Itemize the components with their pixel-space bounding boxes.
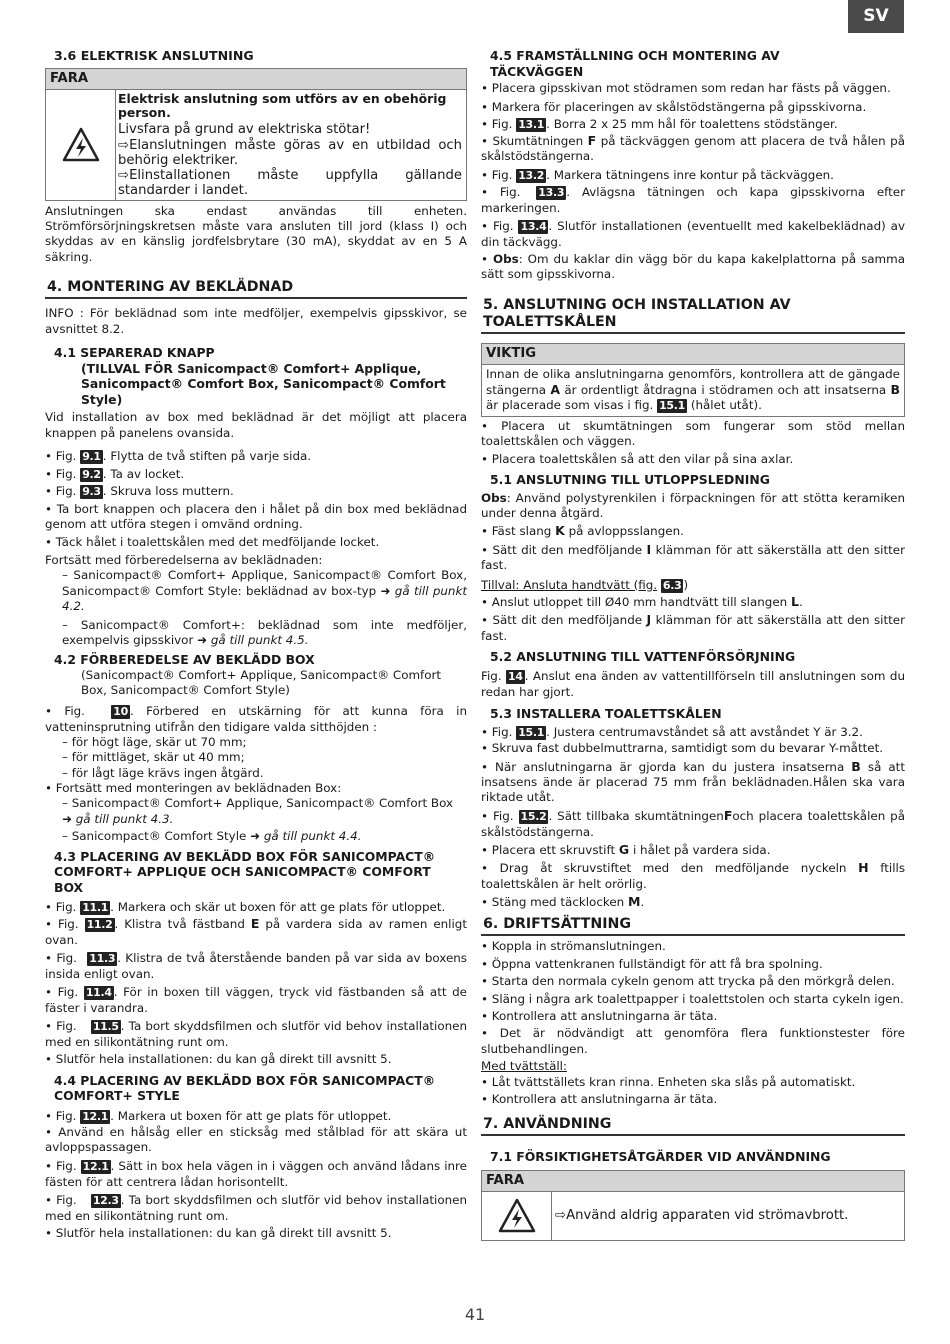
figure-badge: 15.1 [659, 399, 686, 413]
list-item: • Fig. 9.3 . Skruva loss muttern. [45, 484, 234, 499]
figure-badge: 11.5 [92, 1020, 119, 1034]
list-item: • Fig. 13.3 . Avlägsna tätningen och kapa gipsskivorna efter markeringen. [481, 184, 906, 215]
danger-warning-line: Livsfara på grund av elektriska stötar! [118, 121, 371, 137]
list-item: • Starta den normala cykeln genom att trycka på den mörkgrå delen. [481, 974, 895, 989]
section-5-3-title: 5.3 INSTALLERA TOALETTSKÅLEN [490, 705, 722, 721]
list-item: • Kontrollera att anslutningarna är täta. [481, 1008, 718, 1023]
section-4-4-title: 4.4 PLACERING AV BEKLÄDD BOX FÖR SANICOMPACT® COMFORT+ STYLE [54, 1072, 436, 1104]
section-5-1-title: 5.1 ANSLUTNING TILL UTLOPPSLEDNING [490, 472, 770, 488]
list-item: • Fig. 13.4 . Slutför installationen (eventuellt med kakelbeklädnad) av din täckvägg. [481, 218, 906, 249]
list-item: • Fig. 15.1 . Justera centrumavståndet så att avståndet Y är 3.2. [481, 725, 863, 740]
section-3-6-title: 3.6 ELEKTRISK ANSLUTNING [54, 48, 254, 63]
arrow-icon: ➜ [197, 632, 208, 647]
section-4-3-title: 4.3 PLACERING AV BEKLÄDD BOX FÖR SANICOMPACT® COMFORT+ APPLIQUE OCH SANICOMPACT® COMFORT BOX [54, 848, 436, 895]
figure-badge: 15.2 [520, 809, 547, 823]
arrow-icon: ⇨ [118, 167, 130, 183]
list-item: • Låt tvättställets kran rinna. Enheten ska slås på automatiskt. [481, 1074, 856, 1089]
figure-badge: 11.1 [82, 901, 109, 915]
danger-warning-heading: Elektrisk anslutning som utförs av en obehörig person. [118, 90, 447, 121]
section-7-1-title: 7.1 FÖRSIKTIGHETSÅTGÄRDER VID ANVÄNDNING [490, 1149, 831, 1165]
section-7-title: 7. ANVÄNDNING [481, 1116, 905, 1136]
list-item: • Fig. 12.1 . Markera ut boxen för att ge plats för utloppet. [45, 1109, 392, 1123]
list-item: • Fig. 10 . Förbered en utskärning för att kunna föra in vatteninsprutning utifrån den tidigare valda sitthöjden : [45, 703, 467, 734]
paragraph: Fortsätt med förberedelserna av beklädnaden: [45, 552, 323, 567]
list-item: • Fig. 13.1 . Borra 2 x 25 mm hål för toalettens stödstänger. [481, 117, 838, 131]
paragraph: Vid installation av box med beklädnad är det möjligt att placera knappen på panelens ovansida. [45, 410, 467, 440]
danger-box-label: FARA [482, 1171, 904, 1192]
figure-badge: 12.3 [92, 1193, 119, 1207]
danger-usage-text: Använd aldrig apparaten vid strömavbrott. [566, 1208, 849, 1224]
list-item: • När anslutningarna är gjorda kan du justera insatserna B så att insatsens ände är placerad 75 mm från beklädnaden.Hålen ska vara riktade utåt. [481, 758, 906, 805]
figure-badge: 12.1 [82, 1159, 109, 1173]
list-item: • Anslut utloppet till Ø40 mm handtvätt till slangen L. [481, 593, 803, 609]
figure-badge: 6.3 [662, 578, 682, 592]
list-item: • Fig. 9.2 . Ta av locket. [45, 466, 185, 481]
list-item: • Sätt dit den medföljande J klämman för att säkerställa att den sitter fast. [481, 612, 906, 643]
list-item: • Placera toalettskålen så att den vilar på sina axlar. [481, 451, 794, 466]
figure-badge: 9.2 [82, 467, 101, 481]
dash-item: – för mittläget, skär ut 40 mm; [62, 750, 245, 765]
connection-paragraph: Anslutningen ska endast användas till enheten. Strömförsörjningskretsen måste vara ansluten till jord (klass I) och skyddas av en känslig jordfelsbrytare (30 mA), skyddat av en 5 A säkring. [45, 203, 467, 264]
warning-icon-cell [482, 1192, 552, 1240]
figure-badge: 11.3 [89, 952, 116, 966]
list-item: • Slutför hela installationen: du kan gå direkt till avsnitt 5. [45, 1052, 392, 1067]
dash-item: – Sanicompact® Comfort+: beklädnad som inte medföljer, exempelvis gipsskivor ➜ gå till punkt 4.5. [62, 617, 467, 647]
section-4-2-subtitle: (Sanicompact® Comfort+ Applique, Sanicompact® Comfort Box, Sanicompact® Comfort Style) [81, 667, 442, 698]
dash-item: – för lågt läge krävs ingen åtgärd. [62, 765, 264, 780]
list-item: • Täck hålet i toalettskålen med det medföljande locket. [45, 534, 380, 549]
arrow-icon: ➜ [380, 583, 391, 598]
list-item: • Fortsätt med monteringen av beklädnaden Box: [45, 781, 342, 795]
paragraph: Fig. 14 . Anslut ena änden av vattentillförseln till anslutningen som du redan har gjort. [481, 668, 905, 699]
list-item: • Placera ett skruvstift G i hålet på vardera sida. [481, 841, 771, 857]
section-5-title: 5. ANSLUTNING OCH INSTALLATION AV TOALETTSKÅLEN [481, 297, 905, 334]
section-4-title: 4. MONTERING AV BEKLÄDNAD [45, 279, 467, 299]
danger-box-usage [481, 1170, 905, 1241]
figure-badge: 10 [113, 704, 128, 718]
figure-badge: 9.3 [82, 485, 101, 499]
list-item: • Fig. 11.5 . Ta bort skyddsfilmen och slutför vid behov installationen med en silikontätning runt om. [45, 1019, 468, 1050]
list-item: • Fig. 12.3 . Ta bort skyddsfilmen och slutför vid behov installationen med en silikontätning runt om. [45, 1192, 468, 1223]
left-column [45, 48, 467, 1241]
page-number: 41 [464, 1305, 486, 1324]
list-item: • Skruva fast dubbelmuttrarna, samtidigt som du bevarar Y-måttet. [481, 741, 884, 756]
subheading-med-tvattstall: Med tvättställ: [481, 1059, 567, 1074]
dash-item: – Sanicompact® Comfort Style ➜ gå till punkt 4.4. [62, 829, 362, 844]
list-item: • Markera för placeringen av skålstödstängerna på gipsskivorna. [481, 99, 867, 114]
important-box-text: Innan de olika anslutningarna genomförs, kontrollera att de gängade stängerna A är ordentligt åtdragna i stödramen och att insatserna B är placerade som visas i fig. 15.1 (hålet utåt). [486, 366, 901, 413]
figure-badge: 14 [508, 669, 523, 683]
list-item: • Sätt dit den medföljande I klämman för att säkerställa att den sitter fast. [481, 541, 906, 573]
figure-badge: 13.4 [520, 219, 547, 233]
list-item: • Öppna vattenkranen fullständigt för att få bra spolning. [481, 956, 823, 971]
list-item: • Ta bort knappen och placera den i hålet på din box med beklädnad genom att utföra stegen i omvänd ordning. [45, 501, 467, 532]
list-item: • Det är nödvändigt att genomföra flera funktionstester före slutbehandlingen. [481, 1026, 905, 1056]
arrow-icon: ➜ [62, 811, 72, 826]
electric-hazard-icon [497, 1197, 537, 1235]
list-item: • Fig. 12.1 . Sätt in box hela vägen in i väggen och använd lådans inre fästen för att centrera lådan horisontellt. [45, 1158, 467, 1189]
figure-badge: 15.1 [518, 726, 545, 740]
list-item: • Fig. 15.2 . Sätt tillbaka skumtätningenFoch placera toalettskålen på skålstödstängerna. [481, 807, 906, 839]
list-item: • Fig. 11.3 . Klistra de två återstående banden på var sida av boxens insida enligt ovan. [45, 951, 467, 982]
list-item: • Fig. 11.2 . Klistra två fästband E på vardera sida av ramen enligt ovan. [45, 916, 467, 948]
list-item: • Fig. 11.4 . För in boxen till väggen, tryck vid fästbanden så att de fäster i varandra. [45, 985, 467, 1016]
list-item: • Placera gipsskivan mot stödramen som redan har fästs på väggen. [481, 81, 891, 96]
list-item: • Kontrollera att anslutningarna är täta. [481, 1092, 718, 1106]
dash-item: – för högt läge, skär ut 70 mm; [62, 734, 247, 749]
option-line: Tillval: Ansluta handtvätt (fig. 6.3 ) [481, 577, 689, 592]
right-column [481, 48, 905, 1241]
dash-item: – Sanicompact® Comfort+ Applique, Sanicompact® Comfort Box ➜ gå till punkt 4.3. [62, 796, 454, 826]
arrow-icon: ⇨ [555, 1208, 567, 1224]
danger-box-electric [45, 68, 467, 201]
list-item: • Fäst slang K på avloppsslangen. [481, 523, 684, 539]
section-4-2-title: 4.2 FÖRBEREDELSE AV BEKLÄDD BOX [54, 652, 315, 668]
electric-hazard-icon [61, 126, 101, 164]
list-item: • Fig. 9.1 . Flytta de två stiften på varje sida. [45, 449, 312, 464]
paragraph: Obs: Använd polystyrenkilen i förpackningen för att stötta keramiken under denna åtgärd. [481, 490, 905, 521]
list-item: • Släng i några ark toalettpapper i toalettstolen och starta cykeln igen. [481, 991, 904, 1006]
section-6-title: 6. DRIFTSÄTTNING [481, 916, 905, 936]
list-item: • Stäng med täcklocken M. [481, 893, 645, 909]
section-4-1-subtitle: (TILLVAL FÖR Sanicompact® Comfort+ Applique, Sanicompact® Comfort Box, Sanicompact® Comfort Style) [81, 360, 446, 407]
warning-icon-cell [46, 90, 116, 200]
danger-box-label: FARA [46, 69, 466, 90]
info-paragraph: INFO : För beklädnad som inte medföljer, exempelvis gipsskivor, se avsnittet 8.2. [45, 306, 467, 336]
important-box [481, 343, 905, 417]
arrow-icon: ⇨ [118, 137, 130, 153]
important-box-label: VIKTIG [482, 344, 904, 365]
list-item: • Slutför hela installationen: du kan gå direkt till avsnitt 5. [45, 1225, 392, 1240]
list-item: • Fig. 11.1 . Markera och skär ut boxen för att ge plats för utloppet. [45, 900, 446, 915]
dash-item: – Sanicompact® Comfort+ Applique, Sanicompact® Comfort Box, Sanicompact® Comfort Style: beklädnad av box-typ ➜ gå till punkt 4.2. [62, 568, 467, 614]
section-5-2-title: 5.2 ANSLUTNING TILL VATTENFÖRSÖRJNING [490, 648, 796, 664]
list-item: • Obs: Om du kaklar din vägg bör du kapa kakelplattorna på samma sätt som gipsskivorna. [481, 251, 906, 282]
list-item: • Placera ut skumtätningen som fungerar som stöd mellan toalettskålen och väggen. [481, 418, 905, 449]
figure-badge: 12.1 [82, 1110, 109, 1123]
list-item: • Koppla in strömanslutningen. [481, 939, 666, 954]
figure-badge: 9.1 [82, 450, 101, 464]
section-4-1-title: 4.1 SEPARERAD KNAPP [54, 345, 215, 361]
list-item: • Fig. 13.2 . Markera tätningens inre kontur på täckväggen. [481, 167, 834, 182]
figure-badge: 13.1 [518, 118, 545, 131]
list-item: • Använd en hålsåg eller en sticksåg med stålblad för att skära ut avloppspassagen. [45, 1125, 467, 1155]
danger-warning-line: Elinstallationen måste uppfylla gällande standarder i landet. [118, 167, 462, 198]
section-4-5-title: 4.5 FRAMSTÄLLNING OCH MONTERING AV TÄCKVÄGGEN [490, 48, 780, 79]
arrow-icon: ➜ [250, 829, 261, 844]
figure-badge: 13.3 [538, 185, 565, 199]
figure-badge: 11.4 [85, 986, 112, 1000]
figure-badge: 13.2 [518, 168, 545, 182]
danger-warning-line: Elanslutningen måste göras av en utbildad och behörig elektriker. [118, 137, 462, 168]
list-item: • Skumtätningen F på täckväggen genom att placera de två hålen på skålstödstängerna. [481, 133, 905, 164]
language-tab: SV [848, 0, 904, 33]
list-item: • Drag åt skruvstiftet med den medföljande nyckeln H ftills toalettskålen är helt orörlig. [481, 860, 906, 891]
figure-badge: 11.2 [86, 918, 113, 932]
